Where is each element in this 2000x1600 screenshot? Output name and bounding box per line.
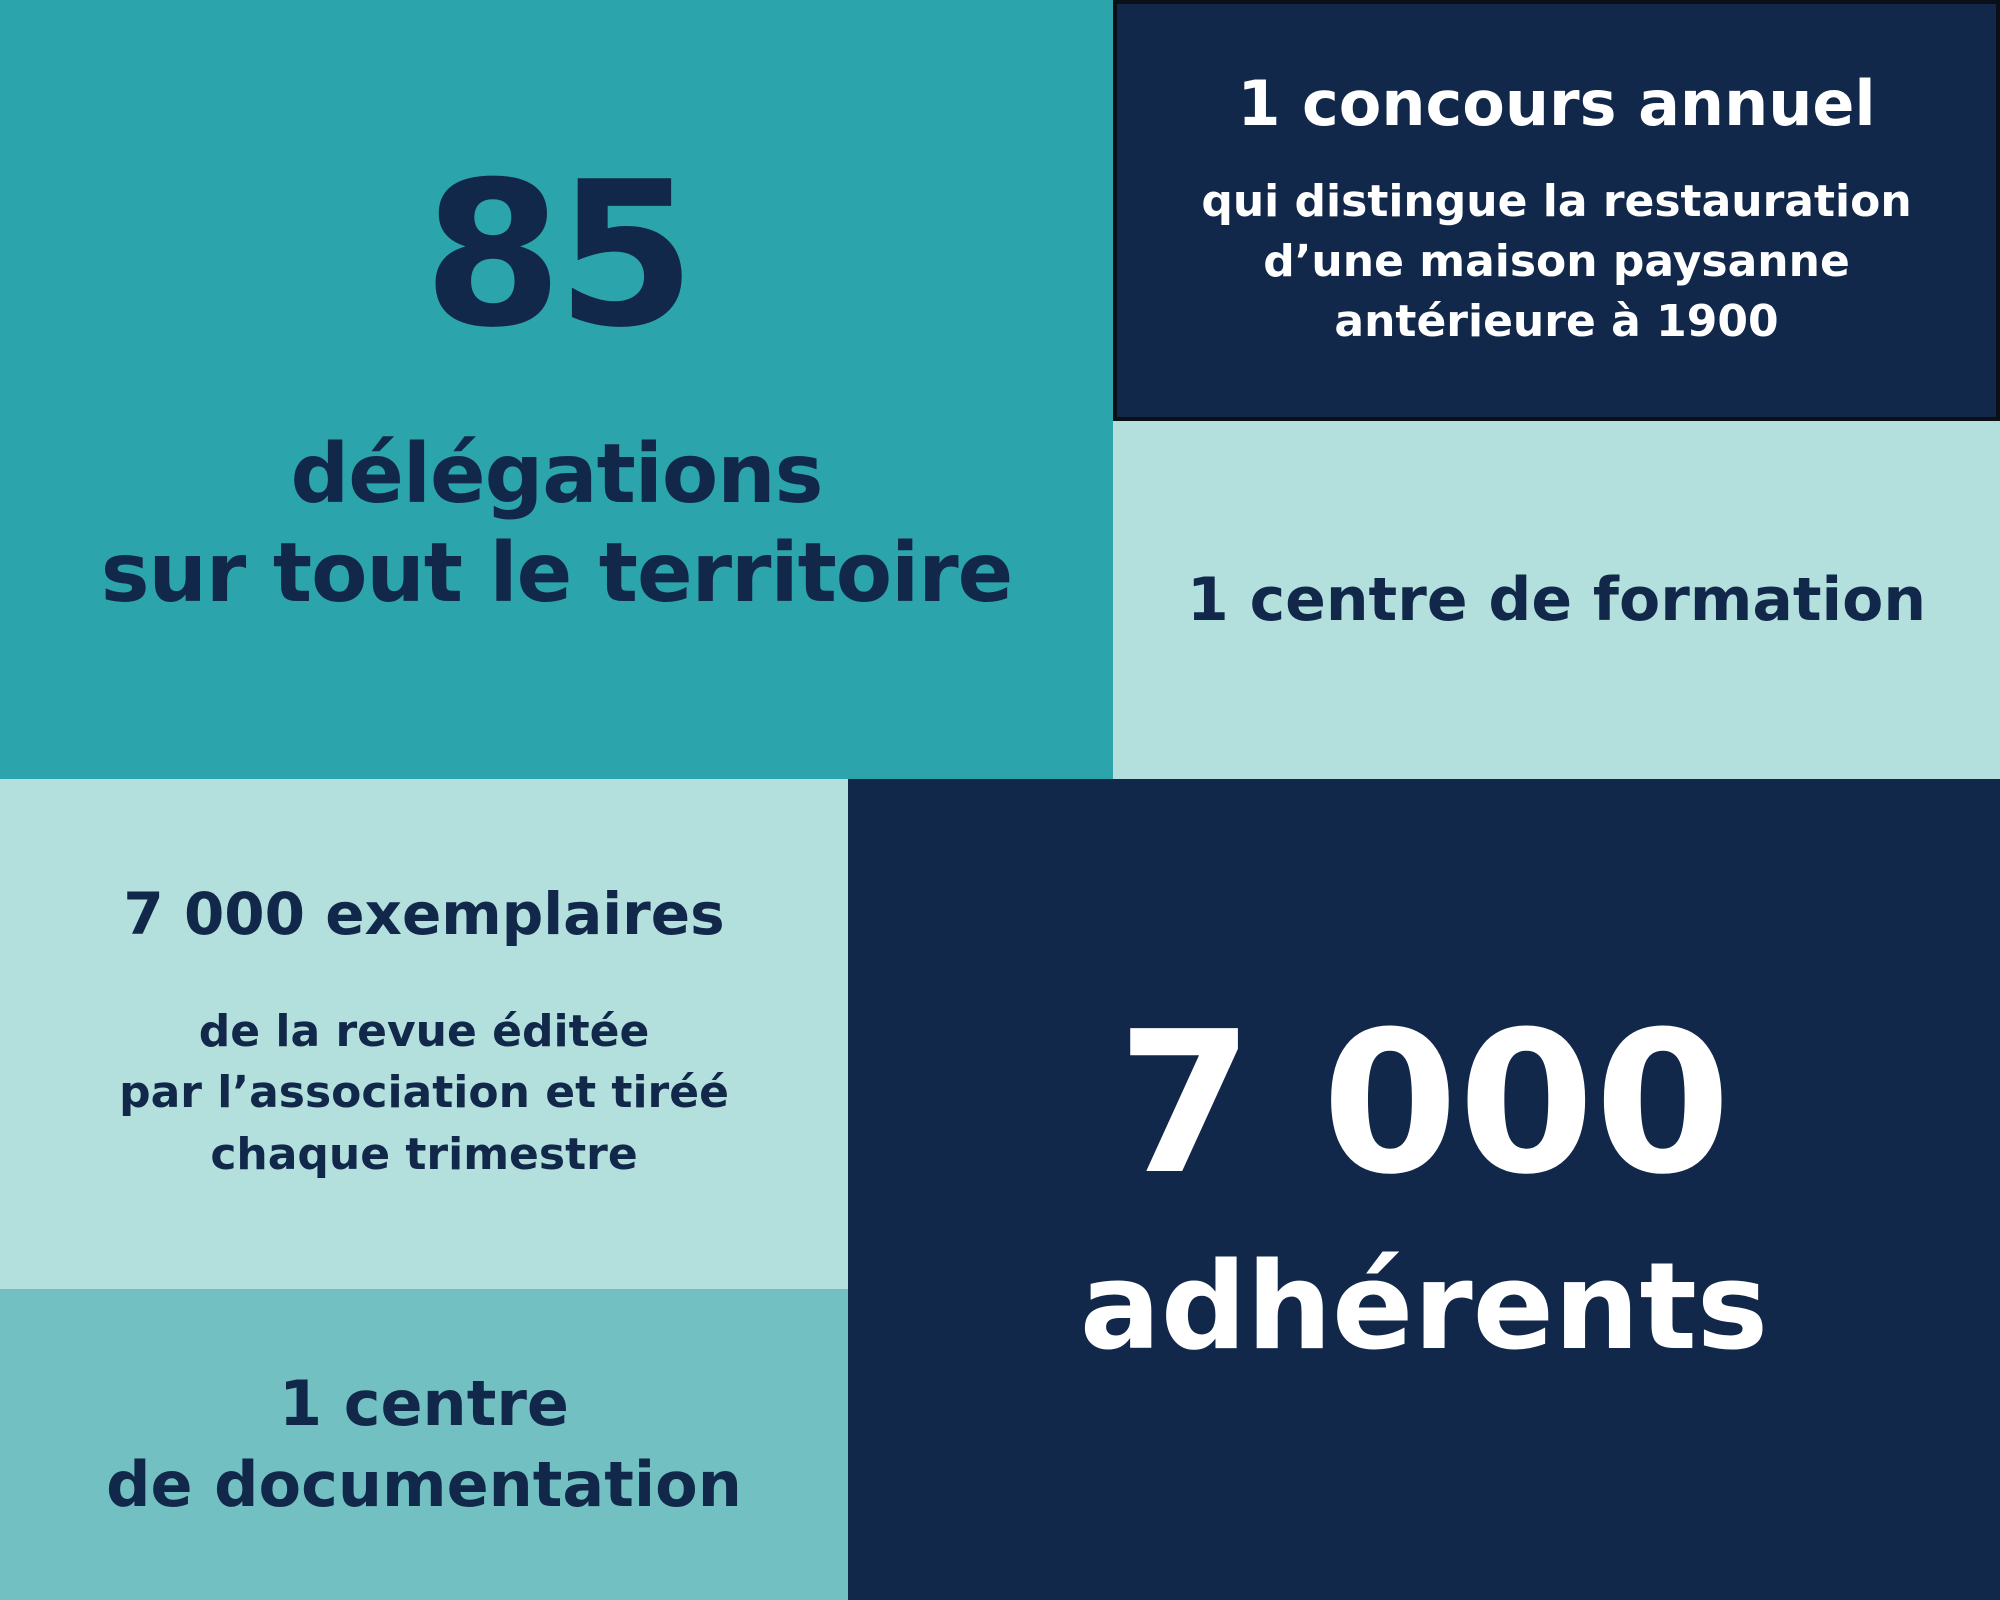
formation-tile [1113, 421, 2000, 779]
documentation-label-line: de documentation [106, 1447, 742, 1521]
delegations-count: 85 [423, 139, 690, 373]
adherents-label: adhérents [1079, 1237, 1769, 1377]
exemplaires-description-line: par l’association et tiréé [119, 1067, 729, 1119]
documentation-tile [0, 1289, 848, 1600]
concours-description-line: qui distingue la restauration [1201, 175, 1912, 227]
documentation-label-line: 1 centre [279, 1366, 569, 1440]
documentation-label [106, 1364, 742, 1525]
concours-headline: 1 concours annuel [1237, 66, 1876, 140]
formation-headline: 1 centre de formation [1186, 565, 1927, 635]
exemplaires-description-line: chaque trimestre [210, 1128, 638, 1180]
delegations-label-line: délégations [290, 427, 823, 523]
exemplaires-description [119, 1001, 729, 1186]
delegations-label-line: sur tout le territoire [100, 525, 1013, 621]
concours-tile [1113, 0, 2000, 421]
concours-description-line: d’une maison paysanne [1263, 235, 1850, 287]
delegations-label [101, 426, 1013, 623]
exemplaires-headline: 7 000 exemplaires [123, 879, 725, 948]
exemplaires-description-line: de la revue éditée [198, 1005, 650, 1057]
concours-description [1201, 172, 1911, 351]
concours-description-line: antérieure à 1900 [1334, 295, 1779, 347]
delegations-tile [0, 0, 1113, 779]
adherents-tile [848, 779, 2000, 1600]
adherents-count: 7 000 [1117, 989, 1731, 1218]
exemplaires-tile [0, 779, 848, 1289]
